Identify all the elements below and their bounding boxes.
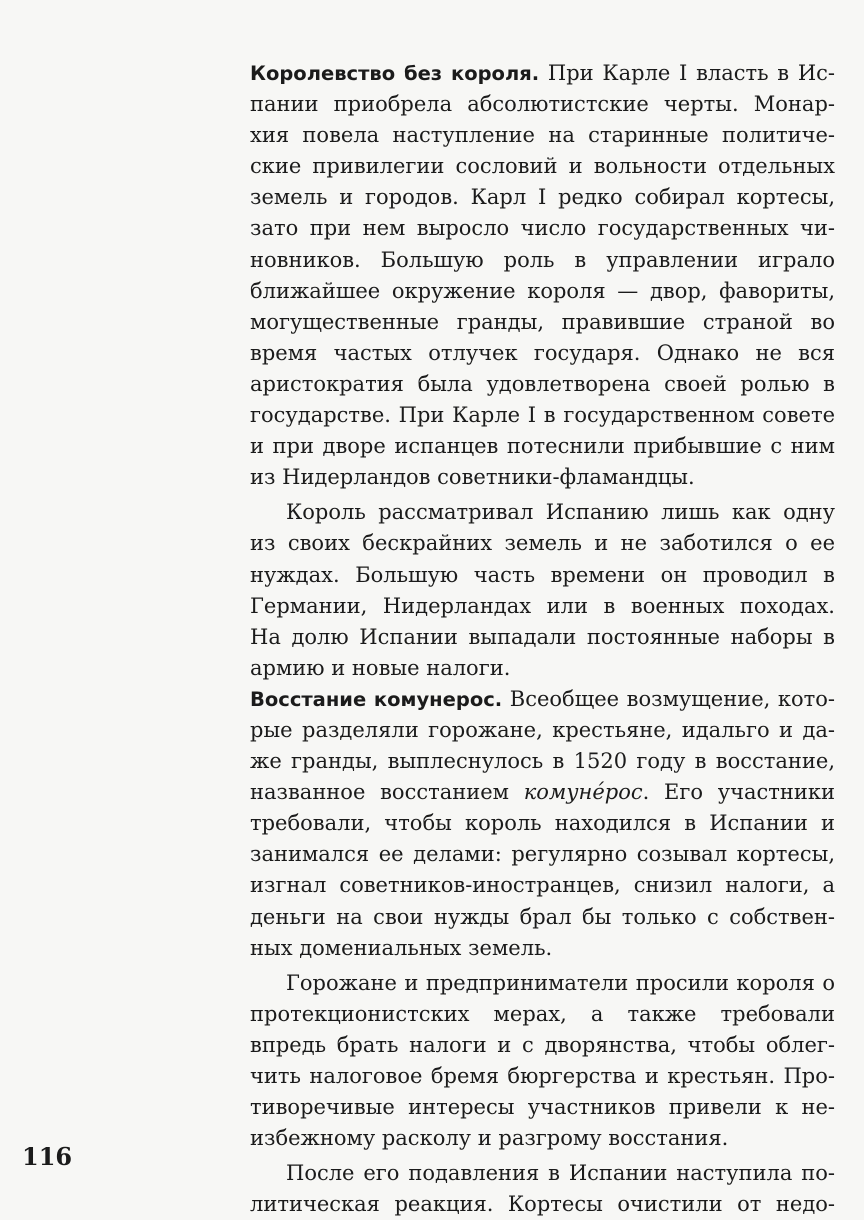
paragraph4-line: впредь брать налоги и с дворянства, чтобы облег- bbox=[250, 1032, 835, 1057]
section1-line-1: Королевство без короля. При Карле I власть в Ис- bbox=[250, 61, 835, 85]
section2-heading: Восстание комунерос. bbox=[250, 687, 503, 711]
section1-line: зато при нем выросло число государственных чи- bbox=[250, 216, 835, 241]
section2-line: ных домениальных земель. bbox=[250, 935, 553, 960]
paragraph2-line: На долю Испании выпадали постоянные наборы в bbox=[250, 624, 835, 649]
section1-line: государстве. При Карле I в государственном совете bbox=[250, 403, 835, 428]
paragraph2-line: нуждах. Большую часть времени он проводил в bbox=[250, 562, 835, 587]
paragraph2-line: Король рассматривал Испанию лишь как одну bbox=[286, 500, 835, 525]
section1-line: время частых отлучек государя. Однако не вся bbox=[250, 340, 835, 365]
section2-line: деньги на свои нужды брал бы только с собствен- bbox=[250, 904, 835, 929]
section1-line: ближайшее окружение короля — двор, фавориты, bbox=[250, 278, 835, 303]
section1-line: из Нидерландов советники-фламандцы. bbox=[250, 465, 695, 490]
section2-line: изгнал советников-иностранцев, снизил налоги, а bbox=[250, 873, 835, 898]
section1-heading: Королевство без короля. bbox=[250, 62, 540, 85]
section2-line: названное восстанием комуне́рос. Его участники bbox=[250, 780, 835, 805]
section1-line: новников. Большую роль в управлении играло bbox=[250, 247, 835, 272]
term-comuneros: комуне́рос bbox=[523, 780, 643, 805]
paragraph2-line: из своих бескрайних земель и не заботился о ее bbox=[250, 531, 835, 556]
paragraph5-line: После его подавления в Испании наступила по- bbox=[286, 1161, 835, 1186]
section1-line: аристократия была удовлетворена своей ролью в bbox=[250, 371, 835, 396]
paragraph4-line: протекционистских мерах, а также требовали bbox=[250, 1001, 835, 1026]
section1-line: ские привилегии сословий и вольности отдельных bbox=[250, 154, 835, 179]
section2-line: требовали, чтобы король находился в Испании и bbox=[250, 811, 835, 836]
section2-line: занимался ее делами: регулярно созывал кортесы, bbox=[250, 842, 835, 867]
main-text bbox=[250, 58, 835, 1220]
section1-line: хия повела наступление на старинные политиче- bbox=[250, 123, 835, 148]
paragraph4-line: избежному расколу и разгрому восстания. bbox=[250, 1126, 729, 1151]
section1-line: могущественные гранды, правившие страной во bbox=[250, 309, 835, 334]
section1-line: пании приобрела абсолютистские черты. Монар- bbox=[250, 92, 835, 117]
section2-line: же гранды, выплеснулось в 1520 году в восстание, bbox=[250, 749, 835, 774]
section1-line: земель и городов. Карл I редко собирал кортесы, bbox=[250, 185, 835, 210]
paragraph2-line: Германии, Нидерландах или в военных походах. bbox=[250, 593, 835, 618]
page-number: 116 bbox=[22, 1142, 73, 1171]
paragraph5-line: литическая реакция. Кортесы очистили от недо- bbox=[250, 1192, 835, 1217]
section2-line: рые разделяли горожане, крестьяне, идальго и да- bbox=[250, 717, 835, 742]
section2-line-1: Восстание комунерос. Всеобщее возмущение, кото- bbox=[250, 686, 835, 711]
paragraph2-line: армию и новые налоги. bbox=[250, 655, 511, 680]
paragraph4-line: Горожане и предприниматели просили короля о bbox=[286, 970, 835, 995]
section1-line: и при дворе испанцев потеснили прибывшие с ним bbox=[250, 434, 835, 459]
paragraph4-line: тиворечивые интересы участников привели к не- bbox=[250, 1095, 835, 1120]
paragraph4-line: чить налоговое бремя бюргерства и крестьян. Про- bbox=[250, 1064, 835, 1088]
